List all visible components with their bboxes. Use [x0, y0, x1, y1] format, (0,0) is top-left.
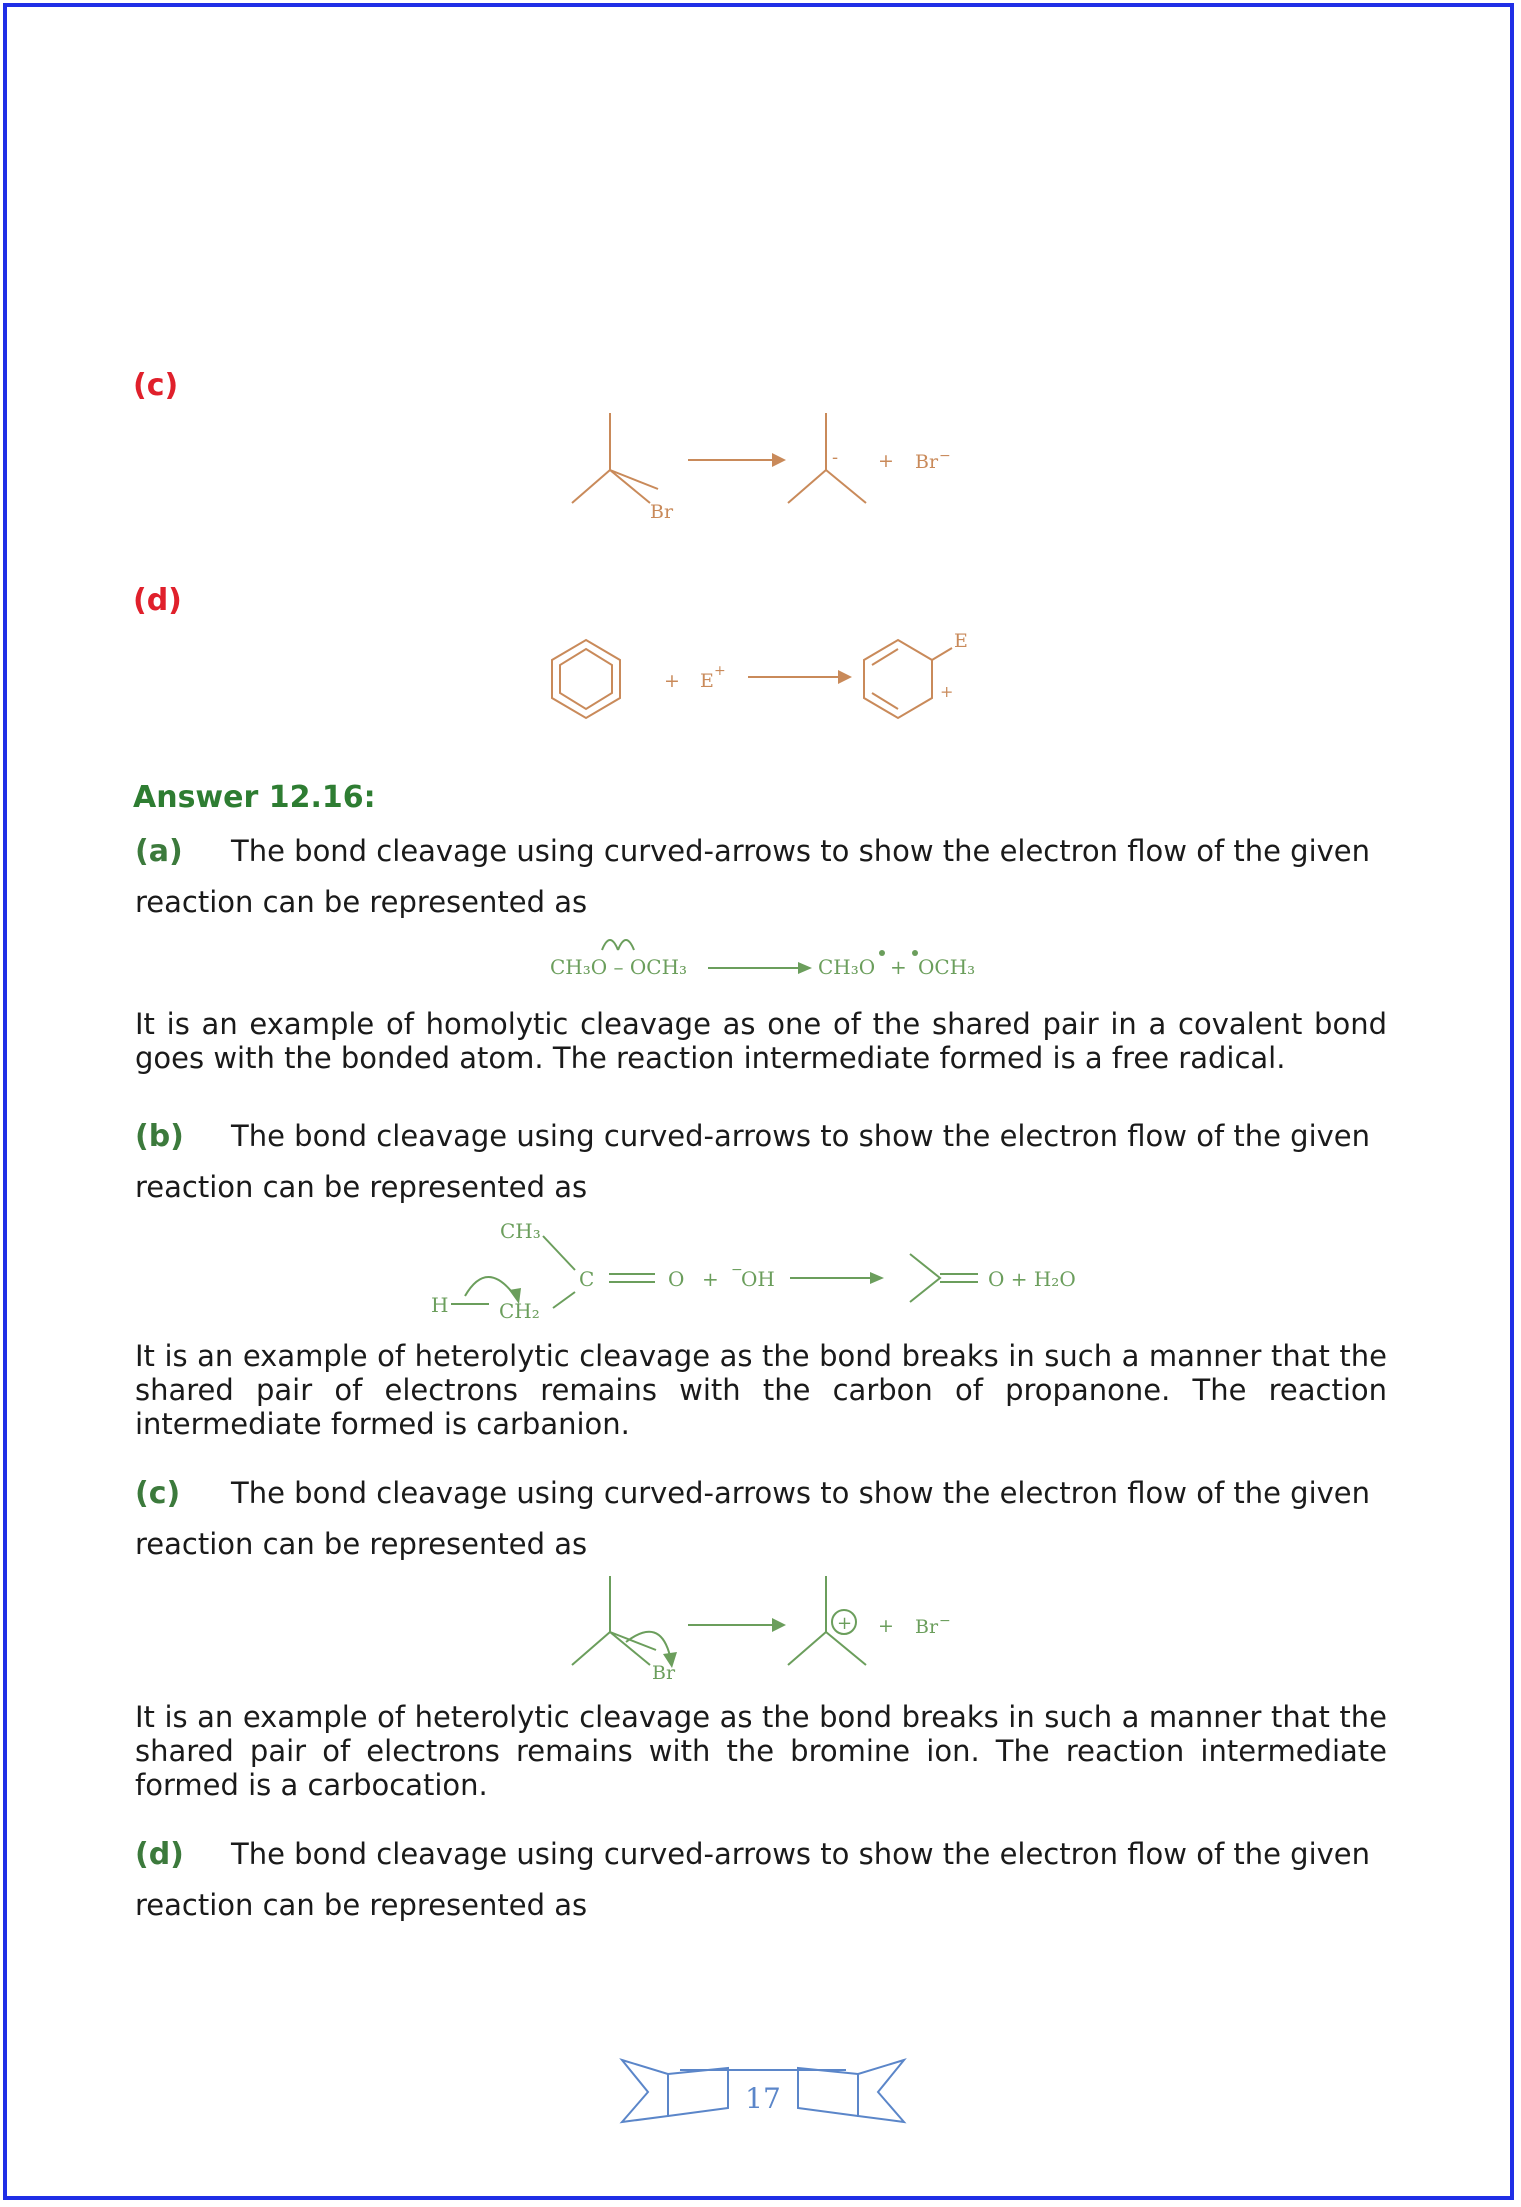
curved-arrow: [626, 1632, 670, 1656]
plus-sign: +: [878, 1615, 894, 1637]
bond-line: [788, 470, 826, 503]
bond-line: [572, 1632, 610, 1665]
answer-b-intro-text: The bond cleavage using curved-arrows to show the electron flow of the given: [231, 1119, 1371, 1153]
question-d-label: (d): [133, 583, 182, 618]
answer-c-explanation: It is an example of heterolytic cleavage as the bond breaks in such a manner that the shared pair of electrons remains with the bromine ion. The reaction intermediate formed is a carbocation.: [135, 1700, 1387, 1802]
bond-line: [572, 470, 610, 503]
ribbon-right-tail: [858, 2060, 904, 2122]
answer-c-label: (c): [135, 1476, 181, 1511]
bond-line: [553, 1292, 575, 1308]
page-number: 17: [745, 2082, 781, 2115]
arrow-head: [838, 670, 852, 684]
answer-b-intro: [135, 1111, 1387, 1212]
answer-d-label: (d): [135, 1837, 184, 1872]
answer-d-intro-text-2: reaction can be represented as: [135, 1888, 588, 1922]
electrophile-charge: +: [714, 663, 726, 679]
leaving-group-label: Br: [652, 1662, 676, 1684]
plus-sign: +: [702, 1267, 719, 1291]
product-label: O + H₂O: [988, 1267, 1076, 1291]
methylene-label: CH₂: [499, 1299, 540, 1323]
plus-sign: +: [664, 670, 680, 692]
answer-b-intro-text-2: reaction can be represented as: [135, 1170, 588, 1204]
question-c-scheme: [560, 405, 980, 530]
product-radical-2: OCH₃: [918, 955, 976, 979]
bond-line: [610, 470, 650, 503]
answer-a-intro: [135, 826, 1387, 927]
answer-c-intro: [135, 1468, 1387, 1569]
bromide-label: Br: [915, 1616, 939, 1638]
benzene-ring: [552, 640, 620, 718]
answer-d-intro-text: The bond cleavage using curved-arrows to show the electron flow of the given: [231, 1837, 1371, 1871]
answer-b-scheme: [425, 1212, 1105, 1324]
bond-line: [543, 1236, 575, 1270]
hydroxide-charge: −: [731, 1262, 743, 1278]
substituent-label: E: [954, 630, 968, 652]
ribbon-left-tail: [622, 2060, 668, 2122]
product-radical-1: CH₃O: [818, 955, 876, 979]
bond-line: [932, 648, 952, 660]
reactant-label: CH₃O – OCH₃: [550, 955, 688, 979]
bond-line: [826, 1632, 866, 1665]
methyl-label: CH₃: [500, 1219, 541, 1243]
leaving-group-label: Br: [650, 501, 674, 523]
cation-charge: +: [837, 1613, 853, 1634]
arrow-head: [870, 1272, 884, 1284]
oxygen-label: O: [668, 1267, 685, 1291]
answer-a-label: (a): [135, 834, 183, 869]
answer-a-scheme: [540, 928, 1000, 988]
bond-line: [826, 470, 866, 503]
carbon-label: C: [579, 1267, 595, 1291]
bond-line: [788, 1632, 826, 1665]
arenium-ring: [864, 640, 932, 718]
answer-a-intro-text: The bond cleavage using curved-arrows to show the electron flow of the given: [231, 834, 1371, 868]
arrow-head: [798, 962, 812, 974]
answer-c-scheme: [560, 1570, 980, 1690]
arrow-head: [772, 1618, 786, 1632]
arenium-double-bonds: [872, 649, 898, 709]
ribbon-left-fold: [668, 2068, 728, 2116]
radical-dot: [879, 950, 885, 956]
ketone-skeleton: [910, 1254, 940, 1302]
curved-arrow: [465, 1277, 515, 1296]
hydroxide-label: OH: [741, 1267, 775, 1291]
answer-c-intro-text-2: reaction can be represented as: [135, 1527, 588, 1561]
plus-sign: +: [878, 450, 894, 472]
charge-label: +: [940, 682, 954, 701]
curved-arrow: [602, 940, 634, 950]
bromide-charge: −: [939, 1613, 951, 1629]
bromide-charge: −: [939, 448, 951, 464]
question-c-label: (c): [133, 368, 179, 403]
plus-sign: +: [890, 955, 907, 979]
hydrogen-label: H: [431, 1293, 449, 1317]
arrow-head: [772, 453, 786, 467]
electrophile-label: E: [700, 670, 714, 692]
answer-b-explanation: It is an example of heterolytic cleavage as the bond breaks in such a manner that the shared pair of electrons remains with the carbon of propanone. The reaction intermediate formed is carbanion.: [135, 1339, 1387, 1441]
question-d-scheme: [548, 625, 988, 725]
answer-b-label: (b): [135, 1119, 184, 1154]
answer-c-intro-text: The bond cleavage using curved-arrows to show the electron flow of the given: [231, 1476, 1371, 1510]
answer-title: Answer 12.16:: [133, 780, 376, 815]
bromide-label: Br: [915, 451, 939, 473]
answer-a-explanation: It is an example of homolytic cleavage as one of the shared pair in a covalent bond goes with the bonded atom. The reaction intermediate formed is a free radical.: [135, 1007, 1387, 1075]
bond-line: [610, 1632, 650, 1665]
bond-line: [610, 470, 658, 489]
answer-a-intro-text-2: reaction can be represented as: [135, 885, 588, 919]
charge-label: -: [832, 447, 839, 468]
bond-line: [610, 1632, 656, 1650]
ribbon-right-fold: [798, 2068, 858, 2116]
benzene-inner-ring: [560, 649, 612, 709]
answer-d-intro: [135, 1829, 1387, 1930]
page-number-badge: [618, 2056, 908, 2128]
